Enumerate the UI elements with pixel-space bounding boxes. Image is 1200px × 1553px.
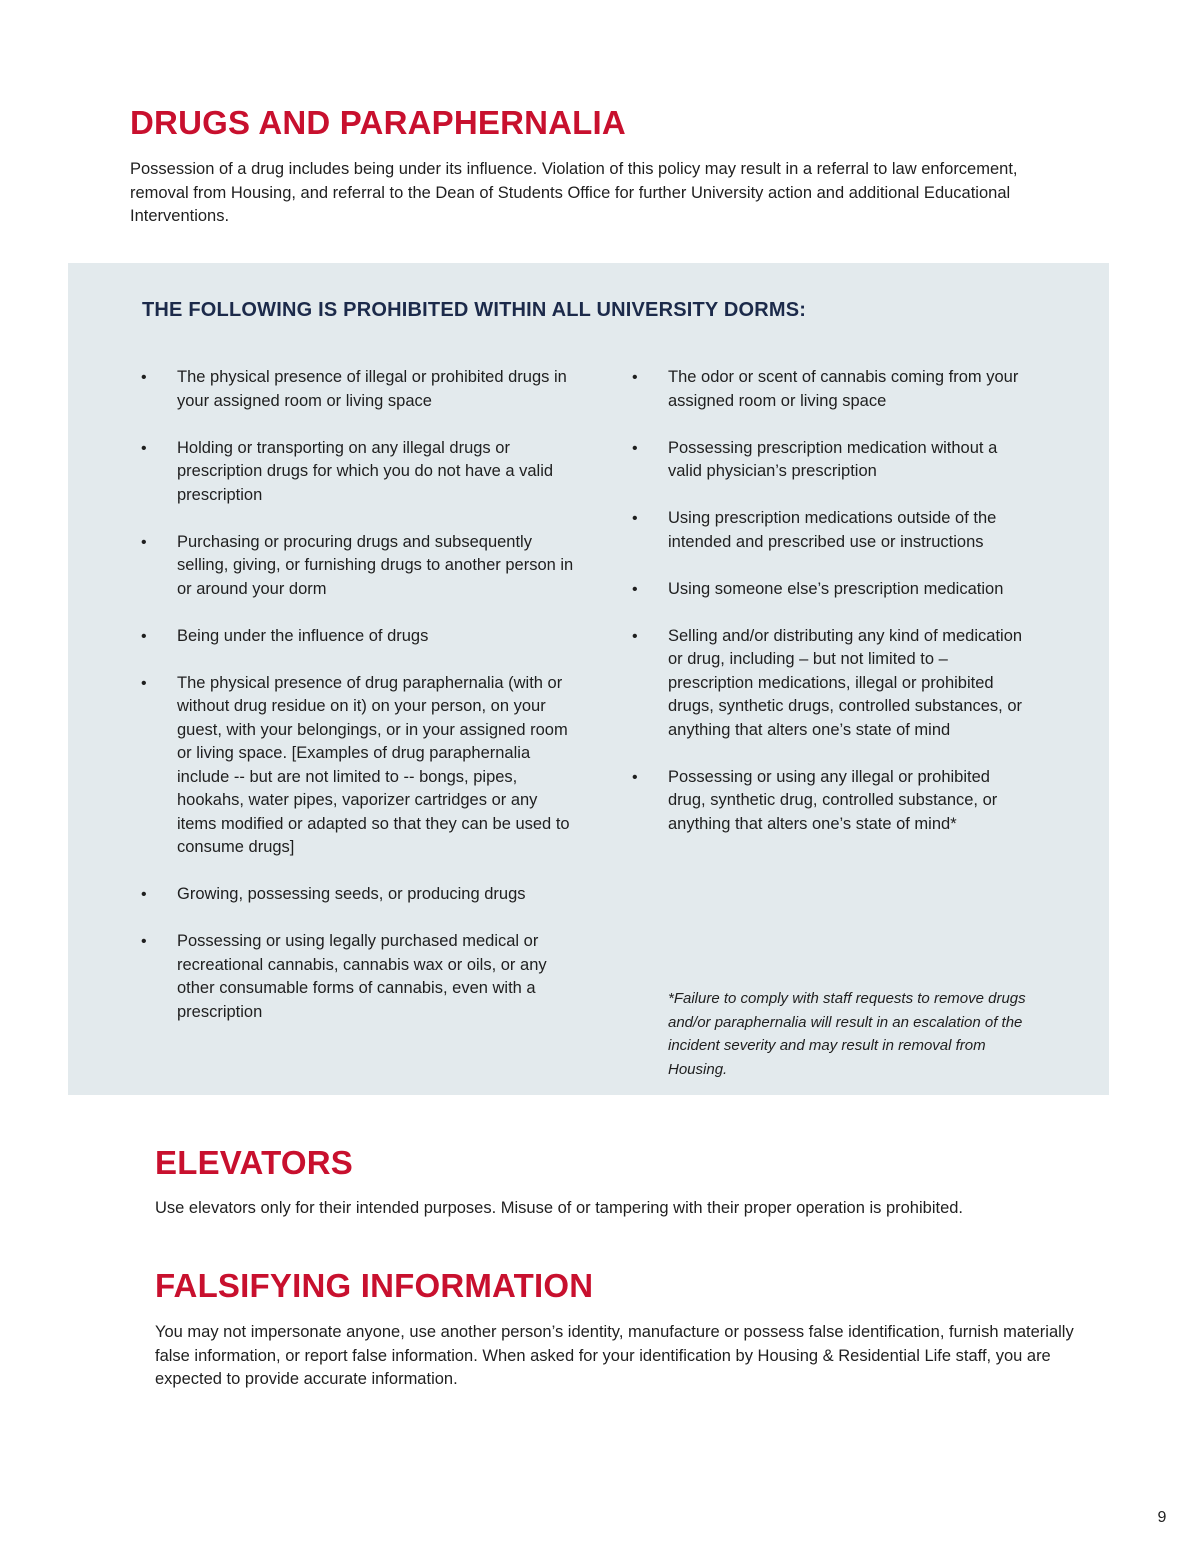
bullet-icon: • <box>141 533 147 551</box>
prohibited-items-panel <box>68 263 1109 1095</box>
list-item-text: Holding or transporting on any illegal drugs or prescription drugs for which you do not have a valid prescription <box>177 438 554 504</box>
list-item-text: The physical presence of illegal or prohibited drugs in your assigned room or living space <box>177 368 567 410</box>
bullet-icon: • <box>141 886 147 903</box>
bullet-icon: • <box>141 674 147 692</box>
bullet-icon: • <box>141 933 147 950</box>
list-item-text: Possessing or using legally purchased medical or recreational cannabis, cannabis wax or oils, or any other consumable forms of cannabis, even with a prescription <box>177 932 547 1021</box>
bullet-icon: • <box>141 439 147 457</box>
list-item <box>632 366 1032 413</box>
list-item-text: The odor or scent of cannabis coming from your assigned room or living space <box>668 368 1019 410</box>
list-item <box>141 672 581 860</box>
section-title-elevators: ELEVATORS <box>155 1144 353 1181</box>
list-item <box>141 366 581 413</box>
list-item-text: Selling and/or distributing any kind of medication or drug, including – but not limited to – prescription medications, illegal or prohibited drugs, synthetic drugs, controlled substances, or anything that alters one’s state of mind <box>668 626 1023 739</box>
bullet-icon: • <box>632 768 638 786</box>
list-item <box>141 437 581 508</box>
page-number: 9 <box>1157 1509 1167 1526</box>
list-item-text: Purchasing or procuring drugs and subsequently selling, giving, or furnishing drugs to another person in or around your dorm <box>177 532 574 598</box>
list-item <box>141 883 581 907</box>
list-item <box>141 625 581 649</box>
list-item <box>141 531 581 602</box>
list-item-text: Using prescription medications outside of the intended and prescribed use or instructions <box>668 509 997 551</box>
prohibited-list-right <box>632 366 1032 860</box>
section-title-falsifying: FALSIFYING INFORMATION <box>155 1267 594 1304</box>
list-item-text: Using someone else’s prescription medication <box>668 579 1004 598</box>
bullet-icon: • <box>141 627 147 645</box>
bullet-icon: • <box>632 580 638 598</box>
list-item-text: Possessing or using any illegal or prohibited drug, synthetic drug, controlled substance, or anything that alters one’s state of mind* <box>668 767 998 833</box>
bullet-icon: • <box>632 369 638 386</box>
list-item <box>632 437 1032 484</box>
list-item <box>632 625 1032 743</box>
falsifying-text: You may not impersonate anyone, use another person’s identity, manufacture or possess false identification, furnish materially false information, or report false information. When asked for your identification by Housing & Residential Life staff, you are expected to provide accurate information. <box>155 1323 1074 1388</box>
list-item-text: Possessing prescription medication without a valid physician’s prescription <box>668 438 998 480</box>
list-item <box>632 507 1032 554</box>
list-item-text: The physical presence of drug paraphernalia (with or without drug residue on it) on your person, on your guest, with your belongings, or in your assigned room or living space. [Examples of drug paraphernalia include -- but are not limited to -- bongs, pipes, hookahs, water pipes, vaporizer cartridges or any items modified or adapted so that they can be used to consume drugs] <box>177 673 570 856</box>
list-item <box>632 578 1032 602</box>
list-item-text: Growing, possessing seeds, or producing drugs <box>177 885 526 903</box>
bullet-icon: • <box>632 627 638 645</box>
list-item <box>632 766 1032 837</box>
prohibited-list-left <box>141 366 581 1048</box>
drugs-intro-text: Possession of a drug includes being under its influence. Violation of this policy may result in a referral to law enforcement, removal from Housing, and referral to the Dean of Students Office for further University action and additional Educational Interventions. <box>130 160 1018 225</box>
bullet-icon: • <box>632 439 638 457</box>
elevators-text: Use elevators only for their intended purposes. Misuse of or tampering with their proper operation is prohibited. <box>155 1199 964 1217</box>
footnote: *Failure to comply with staff requests to remove drugs and/or paraphernalia will result in an escalation of the incident severity and may result in removal from Housing. <box>668 990 1026 1078</box>
bullet-icon: • <box>141 369 147 386</box>
section-title-drugs: DRUGS AND PARAPHERNALIA <box>130 104 626 141</box>
list-item <box>141 930 581 1024</box>
prohibited-heading: THE FOLLOWING IS PROHIBITED WITHIN ALL UNIVERSITY DORMS: <box>142 299 807 321</box>
bullet-icon: • <box>632 510 638 527</box>
list-item-text: Being under the influence of drugs <box>177 626 429 645</box>
